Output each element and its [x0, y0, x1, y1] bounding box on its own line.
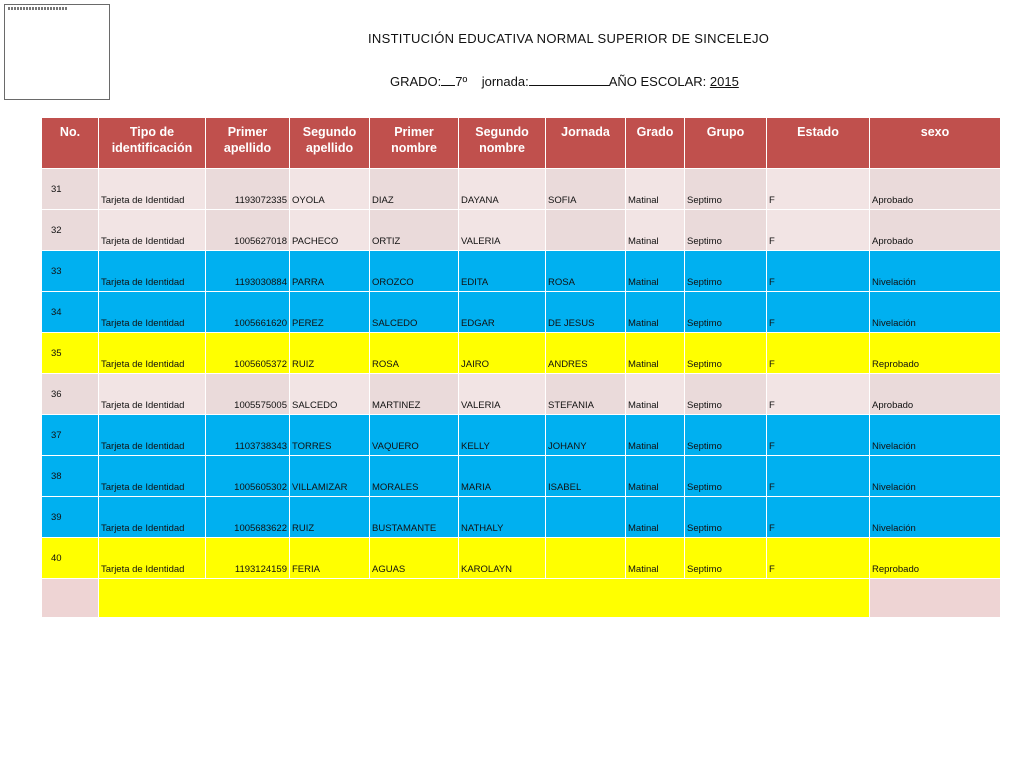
- cell-nom1: VALERIA: [459, 210, 546, 251]
- cell-ap1: TORRES: [290, 415, 370, 456]
- cell-id: 1193124159: [206, 538, 290, 579]
- cell-grupo: F: [767, 374, 870, 415]
- cell-no: 31: [42, 169, 99, 210]
- cell-grado: Septimo: [685, 251, 767, 292]
- cell-tipo: Tarjeta de Identidad: [99, 210, 206, 251]
- cell-id: 1193072335: [206, 169, 290, 210]
- table-row: [42, 456, 1001, 497]
- cell-ap2: MORALES: [370, 456, 459, 497]
- cell-estado: Nivelación: [870, 251, 1001, 292]
- cell-estado: Reprobado: [870, 538, 1001, 579]
- col-header-estado: Estado: [767, 118, 870, 169]
- cell-jornada: Matinal: [626, 538, 685, 579]
- cell-grado: Septimo: [685, 374, 767, 415]
- cell-tipo: Tarjeta de Identidad: [99, 374, 206, 415]
- cell-ap1: OYOLA: [290, 169, 370, 210]
- logo-placeholder: [4, 4, 110, 100]
- cell-nom2: STEFANIA: [546, 374, 626, 415]
- cell-grado: Septimo: [685, 415, 767, 456]
- cell-grupo: F: [767, 292, 870, 333]
- cell-grupo: F: [767, 497, 870, 538]
- jornada-label: jornada:: [481, 74, 529, 89]
- cell-ap2: MARTINEZ: [370, 374, 459, 415]
- cell-no: 33: [42, 251, 99, 292]
- grado-blank: [441, 74, 455, 86]
- cell-estado: Aprobado: [870, 210, 1001, 251]
- cell-id: 1005575005: [206, 374, 290, 415]
- col-header-segundo-apellido: Segundo apellido: [290, 118, 370, 169]
- cell-tipo: Tarjeta de Identidad: [99, 456, 206, 497]
- logo-fine-print: [8, 7, 68, 10]
- col-header-no: No.: [42, 118, 99, 169]
- cell-grado: Septimo: [685, 169, 767, 210]
- cell-estado: Nivelación: [870, 456, 1001, 497]
- cell-jornada: Matinal: [626, 374, 685, 415]
- cell-nom1: NATHALY: [459, 497, 546, 538]
- table-row: [42, 210, 1001, 251]
- cell-nom1: KAROLAYN: [459, 538, 546, 579]
- cell-grado: Septimo: [685, 456, 767, 497]
- cell-id: 1005605302: [206, 456, 290, 497]
- cell-nom1: EDGAR: [459, 292, 546, 333]
- cell-tipo: Tarjeta de Identidad: [99, 251, 206, 292]
- cell-grupo: F: [767, 169, 870, 210]
- cell-ap2: VAQUERO: [370, 415, 459, 456]
- cell-ap1: FERIA: [290, 538, 370, 579]
- table-row: [42, 374, 1001, 415]
- document-subtitle: [390, 74, 739, 89]
- cell-tipo: Tarjeta de Identidad: [99, 169, 206, 210]
- cell-no: 34: [42, 292, 99, 333]
- cell-estado: Reprobado: [870, 333, 1001, 374]
- cell-no: 35: [42, 333, 99, 374]
- cell-nom2: JOHANY: [546, 415, 626, 456]
- cell-ap1: RUIZ: [290, 497, 370, 538]
- cell-nom2: [546, 538, 626, 579]
- anio-label: AÑO ESCOLAR:: [608, 74, 707, 89]
- cell-ap2: AGUAS: [370, 538, 459, 579]
- table-row: [42, 251, 1001, 292]
- cell-tipo: Tarjeta de Identidad: [99, 497, 206, 538]
- table-row-empty: [42, 579, 1001, 618]
- col-header-segundo-nombre: Segundo nombre: [459, 118, 546, 169]
- cell-tipo: Tarjeta de Identidad: [99, 415, 206, 456]
- cell-nom2: ISABEL: [546, 456, 626, 497]
- cell-no: 40: [42, 538, 99, 579]
- col-header-primer-apellido: Primer apellido: [206, 118, 290, 169]
- cell-grado: Septimo: [685, 292, 767, 333]
- cell-no: 37: [42, 415, 99, 456]
- table-row: [42, 415, 1001, 456]
- col-header-sexo: sexo: [870, 118, 1001, 169]
- cell-no: 36: [42, 374, 99, 415]
- cell-id: 1193030884: [206, 251, 290, 292]
- cell-id: 1103738343: [206, 415, 290, 456]
- col-header-grupo: Grupo: [685, 118, 767, 169]
- cell-nom1: DAYANA: [459, 169, 546, 210]
- grado-label: GRADO:: [390, 74, 442, 89]
- cell-nom1: EDITA: [459, 251, 546, 292]
- grado-value: 7º: [455, 74, 468, 89]
- table-row: [42, 497, 1001, 538]
- table-header-row: [42, 118, 1001, 169]
- cell-ap2: SALCEDO: [370, 292, 459, 333]
- cell-grupo: F: [767, 210, 870, 251]
- cell-id: 1005627018: [206, 210, 290, 251]
- table-row: [42, 292, 1001, 333]
- col-header-jornada: Jornada: [546, 118, 626, 169]
- cell-nom2: DE JESUS: [546, 292, 626, 333]
- cell-tipo: Tarjeta de Identidad: [99, 333, 206, 374]
- cell-estado: Aprobado: [870, 374, 1001, 415]
- student-table: [41, 117, 1001, 618]
- cell-id: 1005605372: [206, 333, 290, 374]
- cell-jornada: Matinal: [626, 169, 685, 210]
- cell-grupo: F: [767, 538, 870, 579]
- empty-cell: [870, 579, 1001, 618]
- table-row: [42, 169, 1001, 210]
- cell-ap2: ROSA: [370, 333, 459, 374]
- table-row: [42, 538, 1001, 579]
- cell-nom2: [546, 210, 626, 251]
- cell-jornada: Matinal: [626, 415, 685, 456]
- cell-ap2: DIAZ: [370, 169, 459, 210]
- cell-jornada: Matinal: [626, 292, 685, 333]
- cell-jornada: Matinal: [626, 497, 685, 538]
- cell-ap2: OROZCO: [370, 251, 459, 292]
- cell-grado: Septimo: [685, 210, 767, 251]
- cell-id: 1005661620: [206, 292, 290, 333]
- cell-grado: Septimo: [685, 497, 767, 538]
- col-header-tipo: Tipo de identificación: [99, 118, 206, 169]
- cell-no: 32: [42, 210, 99, 251]
- cell-estado: Nivelación: [870, 292, 1001, 333]
- col-header-grado: Grado: [626, 118, 685, 169]
- cell-estado: Nivelación: [870, 497, 1001, 538]
- cell-estado: Nivelación: [870, 415, 1001, 456]
- cell-estado: Aprobado: [870, 169, 1001, 210]
- cell-nom1: JAIRO: [459, 333, 546, 374]
- cell-ap1: SALCEDO: [290, 374, 370, 415]
- cell-nom2: [546, 497, 626, 538]
- cell-ap2: ORTIZ: [370, 210, 459, 251]
- cell-ap1: PEREZ: [290, 292, 370, 333]
- document-title: INSTITUCIÓN EDUCATIVA NORMAL SUPERIOR DE SINCELEJO: [368, 31, 770, 46]
- cell-nom2: ANDRES: [546, 333, 626, 374]
- anio-value: 2015: [709, 74, 739, 89]
- cell-jornada: Matinal: [626, 333, 685, 374]
- cell-id: 1005683622: [206, 497, 290, 538]
- cell-tipo: Tarjeta de Identidad: [99, 292, 206, 333]
- jornada-blank: [529, 74, 609, 86]
- cell-nom1: MARIA: [459, 456, 546, 497]
- empty-cell-highlight: [99, 579, 870, 618]
- cell-no: 39: [42, 497, 99, 538]
- table-row: [42, 333, 1001, 374]
- cell-nom2: ROSA: [546, 251, 626, 292]
- cell-tipo: Tarjeta de Identidad: [99, 538, 206, 579]
- cell-nom1: VALERIA: [459, 374, 546, 415]
- col-header-primer-nombre: Primer nombre: [370, 118, 459, 169]
- cell-jornada: Matinal: [626, 251, 685, 292]
- cell-grupo: F: [767, 456, 870, 497]
- cell-ap1: RUIZ: [290, 333, 370, 374]
- cell-ap1: PACHECO: [290, 210, 370, 251]
- cell-grupo: F: [767, 415, 870, 456]
- cell-ap1: VILLAMIZAR: [290, 456, 370, 497]
- cell-grado: Septimo: [685, 538, 767, 579]
- cell-nom1: KELLY: [459, 415, 546, 456]
- cell-no: 38: [42, 456, 99, 497]
- cell-jornada: Matinal: [626, 210, 685, 251]
- cell-nom2: SOFIA: [546, 169, 626, 210]
- cell-ap1: PARRA: [290, 251, 370, 292]
- cell-ap2: BUSTAMANTE: [370, 497, 459, 538]
- cell-grupo: F: [767, 251, 870, 292]
- cell-jornada: Matinal: [626, 456, 685, 497]
- empty-cell: [42, 579, 99, 618]
- cell-grado: Septimo: [685, 333, 767, 374]
- cell-grupo: F: [767, 333, 870, 374]
